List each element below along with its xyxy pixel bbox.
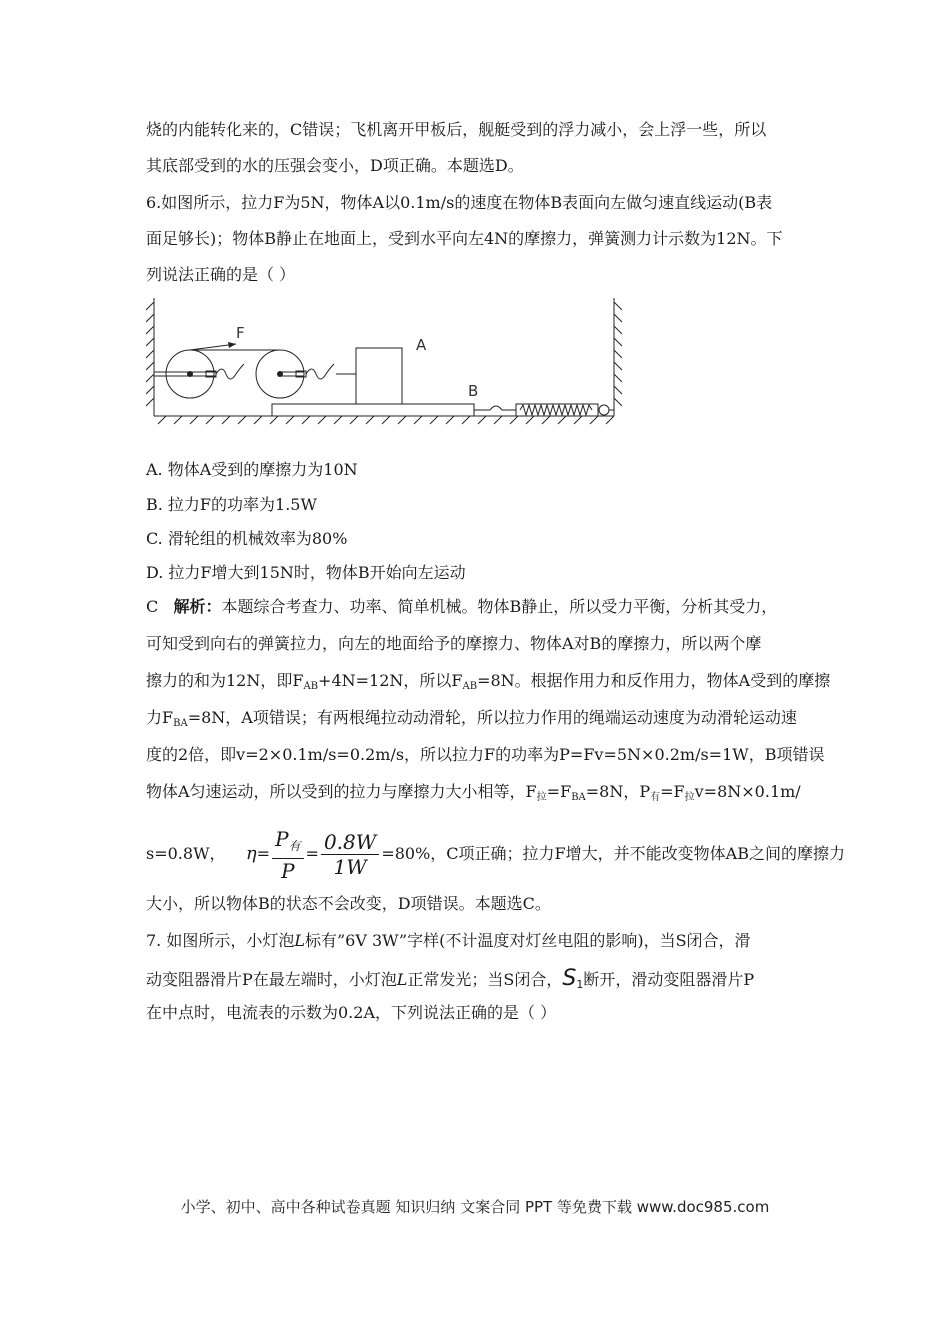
answer-line: 可知受到向右的弹簧拉力，向左的地面给予的摩擦力、物体A对B的摩擦力，所以两个摩 bbox=[146, 634, 762, 653]
label-b: B bbox=[468, 382, 479, 400]
option-b: B. 拉力F的功率为1.5W bbox=[146, 495, 317, 514]
block-a bbox=[356, 348, 402, 404]
answer-line: C 解析：本题综合考查力、功率、简单机械。物体B静止，所以受力平衡，分析其受力， bbox=[146, 597, 778, 616]
question-6-line: 列说法正确的是（ ） bbox=[146, 265, 296, 284]
efficiency-equation-line: s=0.8W， η= $\frac{P_有}{P}$ = $\frac{0.8W}{1W}$ =80%，C项正确；拉力F增大，并不能改变物体AB之间的摩擦力 bbox=[146, 826, 845, 883]
value-fraction: $\frac{0.8W}{1W}$ bbox=[321, 830, 379, 879]
left-wall-hatch bbox=[146, 302, 154, 406]
moving-pulley-axle bbox=[277, 371, 283, 377]
answer-line: 大小，所以物体B的状态不会改变，D项错误。本题选C。 bbox=[146, 894, 551, 913]
analysis-label: 解析： bbox=[173, 597, 222, 616]
question-7-line: 在中点时，电流表的示数为0.2A，下列说法正确的是（ ） bbox=[146, 1003, 557, 1022]
answer-line: 力$F_{BA}=8N$，A项错误；有两根绳拉动动滑轮，所以拉力作用的绳端运动速度为动滑轮运动速 bbox=[146, 708, 797, 729]
option-a: A. 物体A受到的摩擦力为10N bbox=[146, 460, 358, 479]
question-6-line: 6.如图所示，拉力F为5N，物体A以0.1m/s的速度在物体B表面向左做匀速直线运动(B表 bbox=[146, 193, 773, 212]
option-d: D. 拉力F增大到15N时，物体B开始向左运动 bbox=[146, 563, 466, 582]
block-b bbox=[272, 404, 474, 416]
spring-hook bbox=[474, 406, 516, 410]
text-line: 烧的内能转化来的，C错误；飞机离开甲板后，舰艇受到的浮力减小，会上浮一些，所以 bbox=[146, 120, 767, 139]
option-c: C. 滑轮组的机械效率为80% bbox=[146, 529, 348, 548]
ground-hatch bbox=[158, 416, 614, 424]
question-7-line: 动变阻器滑片P在最左端时，小灯泡L正常发光；当S闭合，$S_1$断开，滑动变阻器滑片P bbox=[146, 966, 755, 991]
pulley-spring-diagram bbox=[146, 292, 626, 432]
force-arrowhead bbox=[228, 342, 236, 348]
text-line: 其底部受到的水的压强会变小，D项正确。本题选D。 bbox=[146, 156, 524, 175]
answer-line: 物体A匀速运动，所以受到的拉力与摩擦力大小相等，$F_拉=F_{BA}=8N$，$P_有=F_拉v=8N\times 0.1m/$ bbox=[146, 782, 801, 803]
label-a: A bbox=[416, 336, 427, 354]
answer-line: 度的2倍，即v=2×0.1m/s=0.2m/s，所以拉力F的功率为P=Fv=5N×0.2m/s=1W，B项错误 bbox=[146, 745, 825, 764]
fixed-pulley-axle bbox=[187, 371, 193, 377]
answer-letter: C bbox=[146, 597, 159, 616]
eta-symbol: η bbox=[245, 843, 257, 864]
right-wall-hatch bbox=[614, 302, 622, 406]
question-6-line: 面足够长)；物体B静止在地面上，受到水平向左4N的摩擦力，弹簧测力计示数为12N。下 bbox=[146, 229, 783, 248]
question-7-line: 7. 如图所示，小灯泡L标有”6V 3W”字样(不计温度对灯丝电阻的影响)，当S闭合，滑 bbox=[146, 931, 751, 950]
answer-line: 擦力的和为12N，即$F_{AB}+4N=12N$，所以$F_{AB}=8N$。根据作用力和反作用力，物体A受到的摩擦 bbox=[146, 671, 831, 692]
label-f: F bbox=[236, 324, 245, 342]
page-footer: 小学、初中、高中各种试卷真题 知识归纳 文案合同 PPT 等免费下载 www.doc985.com bbox=[180, 1198, 770, 1216]
power-fraction: $\frac{P_有}{P}$ bbox=[272, 827, 303, 883]
s1-symbol: $S_1$ bbox=[562, 966, 584, 991]
